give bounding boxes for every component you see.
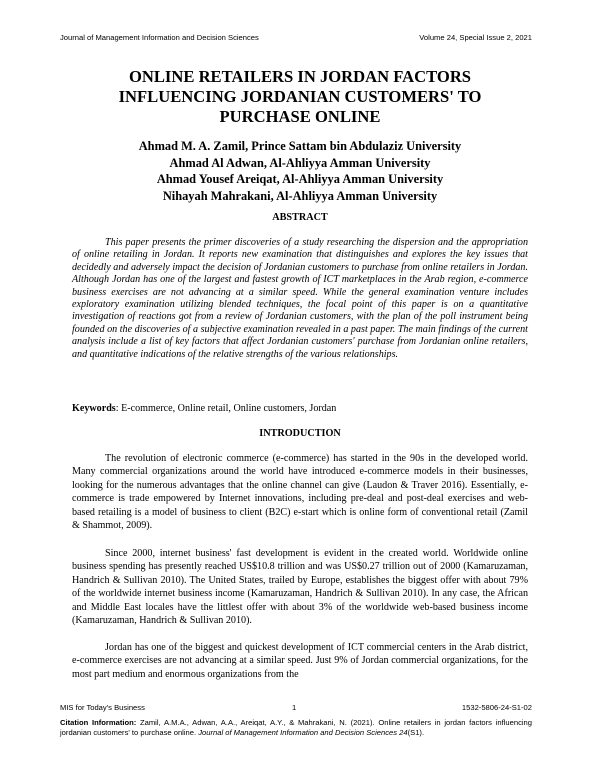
citation-label: Citation Information: [60, 718, 137, 727]
running-header-volume: Volume 24, Special Issue 2, 2021 [419, 33, 532, 42]
keywords-line [72, 402, 528, 415]
keywords-label: Keywords [72, 403, 116, 414]
title-line: INFLUENCING JORDANIAN CUSTOMERS' TO [118, 87, 482, 106]
abstract-heading: ABSTRACT [272, 212, 328, 223]
author-entry: Ahmad M. A. Zamil, Prince Sattam bin Abdulaziz University [138, 139, 462, 153]
citation-text: Zamil, A.M.A., Adwan, A.A., Areiqat, A.Y., & Mahrakani, N. (2021). Online retailers in jordan factors influencing jordanian customers' to purchase online. [60, 718, 532, 737]
paper-title [60, 67, 540, 127]
body-paragraph: Since 2000, internet business' fast development is evident in the created world. Worldwide online business spending has presently reached US$10.8 trillion and was US$0.27 trillion out of 2000 (Kamaruzaman, Handrich & Sullivan 2010). The United States, trailed by Europe, establishes the biggest offer with about 79% of the worldwide internet business income (Kamaruzaman, Handrich & Sullivan 2010). In any case, the African and Middle East locales have the littlest offer with about 3% of the worldwide web-based business income (Kamaruzaman, Handrich & Sullivan 2010). [72, 548, 528, 627]
author-list [60, 138, 540, 204]
footer-left: MIS for Today's Business [60, 703, 145, 712]
abstract-text: This paper presents the primer discoveries of a study researching the dispersion and the appropriation of online retailing in Jordan. It reports new examination that distinguishes and explores the key issues that decidedly and adversely impact the decision of Jordanian customers to purchase from online retailers in Jordan. Although Jordan has one of the largest and fastest growth of ICT marketplaces in the Arab region, e-commerce business exercises are not advancing at a similar speed. While the general examination venture includes exploratory examination utilizing blended techniques, the focal point of this paper is on a quantitative investigation of reactions got from a review of Jordanian customers, with the plan of the poll instrument being founded on the discoveries of a subjective examination revealed in a past paper. The main findings of the current analysis include a list of key factors that affect Jordanian customers' purchase from Jordanian online retailers, and quantitative indications of the relative strengths of the various relationships. [72, 237, 528, 360]
author-entry: Ahmad Yousef Areiqat, Al-Ahliyya Amman University [156, 172, 444, 186]
body-paragraph: The revolution of electronic commerce (e-commerce) has started in the 90s in the developed world. Many commercial organizations around the world have introduced e-commerce models in their businesses, looking for the numerous advantages that the online channel can give (Laudon & Traver 2016). Essentially, e-commerce is trade empowered by Internet innovations, including pre-deal and post-deal exercises and web-based retailing is a model of business to client (B2C) e-start which is online form of conventional retail (Zamil & Shammot, 2009). [72, 453, 528, 532]
introduction-heading: INTRODUCTION [259, 428, 341, 439]
running-header-journal: Journal of Management Information and Decision Sciences [60, 33, 259, 42]
body-paragraph: Jordan has one of the biggest and quickest development of ICT commercial centers in the Arab district, e-commerce exercises are not advancing at a similar speed. Just 9% of Jordan commercial organizations, for the most part medium and enormous organizations from the [72, 642, 528, 680]
author-entry: Ahmad Al Adwan, Al-Ahliyya Amman University [169, 155, 431, 170]
author-entry: Nihayah Mahrakani, Al-Ahliyya Amman University [162, 188, 438, 203]
page-number: 1 [292, 703, 297, 712]
citation-issue: (S1). [407, 728, 425, 737]
citation-journal: Journal of Management Information and Decision Sciences 24 [198, 728, 408, 737]
citation-information [60, 718, 532, 738]
keywords-text: : E-commerce, Online retail, Online customers, Jordan [115, 403, 337, 414]
footer-code: 1532-5806-24-S1-02 [461, 703, 532, 712]
title-line: ONLINE RETAILERS IN JORDAN FACTORS [128, 67, 472, 86]
title-line: PURCHASE ONLINE [219, 107, 381, 126]
